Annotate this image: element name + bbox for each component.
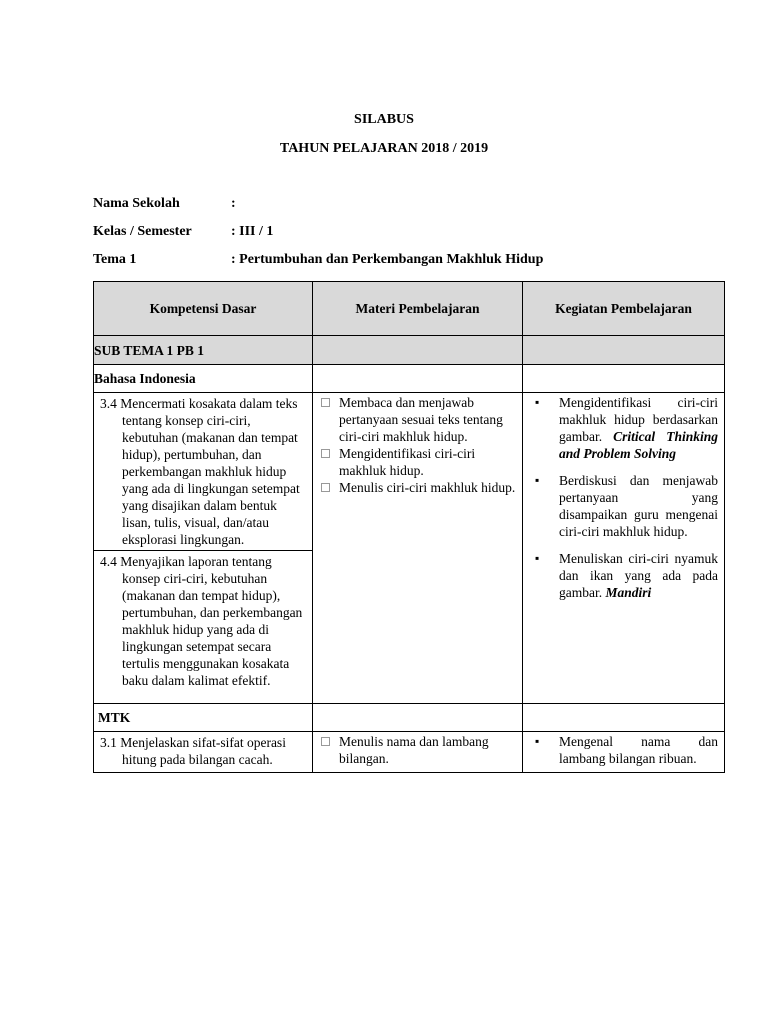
header-kegiatan: Kegiatan Pembelajaran bbox=[523, 282, 725, 336]
meta-label: Kelas / Semester bbox=[93, 224, 192, 239]
section-empty-cell bbox=[523, 704, 725, 732]
list-item bbox=[523, 550, 724, 601]
section-row bbox=[94, 365, 725, 393]
activity-skill: Mandiri bbox=[605, 585, 652, 600]
meta-value: : III / 1 bbox=[231, 224, 274, 239]
meta-label: Tema 1 bbox=[93, 252, 137, 267]
materi-list bbox=[313, 394, 522, 496]
meta-value: : bbox=[231, 196, 236, 211]
activity-text: Mengidentifikasi ciri-ciri makhluk hidup berdasarkan gambar. bbox=[559, 395, 718, 444]
kegiatan-list bbox=[523, 733, 724, 767]
kd-text: 4.4 Menyajikan laporan tentang konsep ciri-ciri, kebutuhan (makanan dan tempat hidup), pertumbuhan, dan perkembangan makhluk hidup yang ada di lingkungan setempat secara tertulis menggunakan kosakata baku dalam kalimat efektif. bbox=[100, 554, 303, 688]
header-kompetensi: Kompetensi Dasar bbox=[94, 282, 313, 336]
section-row bbox=[94, 704, 725, 732]
meta-value: : Pertumbuhan dan Perkembangan Makhluk Hidup bbox=[231, 252, 544, 267]
list-item: Menulis nama dan lambang bilangan. bbox=[313, 733, 522, 767]
meta-label: Nama Sekolah bbox=[93, 196, 180, 211]
kd-cell bbox=[94, 732, 313, 773]
subtema-label: SUB TEMA 1 PB 1 bbox=[94, 336, 313, 365]
kd-text: 3.4 Mencermati kosakata dalam teks tentang konsep ciri-ciri, kebutuhan (makanan dan tempat hidup), pertumbuhan, dan perkembangan makhluk hidup yang ada di lingkungan setempat yang disajikan dalam bentuk lisan, tulis, visual, dan/atau eksplorasi lingkungan. bbox=[100, 396, 300, 547]
kegiatan-cell bbox=[523, 732, 725, 773]
list-item: ▪ Mengenal nama dan lambang bilangan ribuan. bbox=[523, 733, 724, 767]
section-label: Bahasa Indonesia bbox=[94, 365, 313, 393]
materi-cell bbox=[313, 393, 523, 704]
activity-text: Menuliskan ciri-ciri nyamuk dan ikan yang ada pada gambar. bbox=[559, 551, 718, 600]
section-empty-cell bbox=[313, 365, 523, 393]
list-item: Mengidentifikasi ciri-ciri makhluk hidup. bbox=[313, 445, 522, 479]
subtema-empty-cell bbox=[523, 336, 725, 365]
table-row bbox=[94, 393, 725, 551]
section-label: MTK bbox=[94, 704, 313, 732]
kegiatan-cell bbox=[523, 393, 725, 704]
list-item: Menulis ciri-ciri makhluk hidup. bbox=[313, 479, 522, 496]
materi-list bbox=[313, 733, 522, 767]
materi-cell bbox=[313, 732, 523, 773]
meta-class bbox=[93, 224, 273, 240]
meta-theme bbox=[93, 252, 543, 268]
subtema-empty-cell bbox=[313, 336, 523, 365]
kd-text: 3.1 Menjelaskan sifat-sifat operasi hitung pada bilangan cacah. bbox=[100, 735, 286, 767]
list-item bbox=[523, 394, 724, 462]
table-row bbox=[94, 732, 725, 773]
table-header-row bbox=[94, 282, 725, 336]
syllabus-table bbox=[93, 281, 725, 773]
header-materi: Materi Pembelajaran bbox=[313, 282, 523, 336]
meta-school bbox=[93, 196, 236, 212]
kd-cell bbox=[94, 551, 313, 704]
document-title: SILABUS bbox=[354, 112, 414, 127]
kd-cell bbox=[94, 393, 313, 551]
activity-text: Berdiskusi dan menjawab pertanyaan yang disampaikan guru mengenai ciri-ciri makhluk hidup. bbox=[559, 473, 718, 539]
list-item: Membaca dan menjawab pertanyaan sesuai teks tentang ciri-ciri makhluk hidup. bbox=[313, 394, 522, 445]
subtema-row bbox=[94, 336, 725, 365]
activity-skill: Critical Thinking and Problem Solving bbox=[559, 429, 718, 461]
section-empty-cell bbox=[313, 704, 523, 732]
kegiatan-list bbox=[523, 394, 724, 601]
list-item bbox=[523, 472, 724, 540]
section-empty-cell bbox=[523, 365, 725, 393]
academic-year: TAHUN PELAJARAN 2018 / 2019 bbox=[279, 141, 489, 156]
